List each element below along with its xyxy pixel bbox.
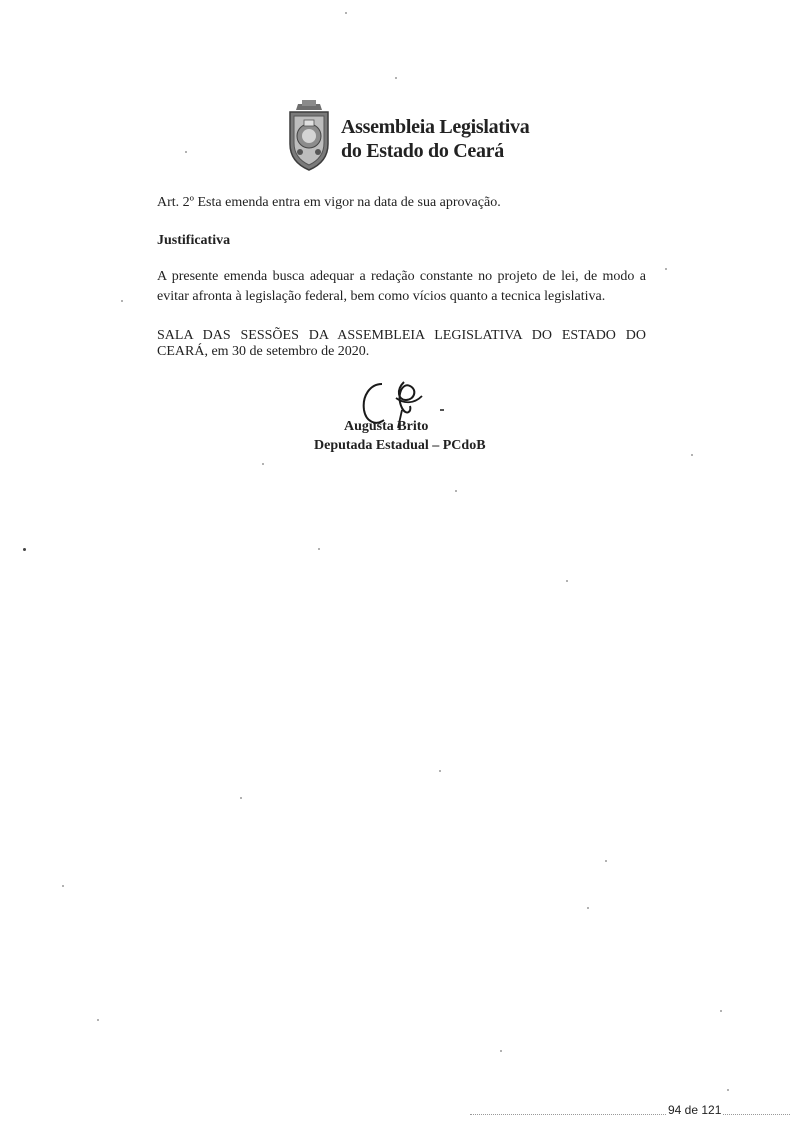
page-number: 94 de 121: [668, 1103, 722, 1117]
signatory-name: Augusta Brito: [344, 419, 429, 434]
org-name-line1: Assembleia Legislativa: [341, 116, 530, 138]
footer-divider: [470, 1114, 790, 1115]
org-name-line2: do Estado do Ceará: [341, 140, 504, 162]
coat-of-arms-icon: [284, 100, 334, 172]
justification-line1: A presente emenda busca adequar a redação constante no projeto de lei, de modo a: [157, 269, 646, 284]
justification-heading: Justificativa: [157, 233, 231, 248]
article-2: Art. 2º Esta emenda entra em vigor na data de sua aprovação.: [157, 195, 501, 210]
signatory-role: Deputada Estadual – PCdoB: [314, 438, 486, 453]
session-line1: SALA DAS SESSÕES DA ASSEMBLEIA LEGISLATIVA DO ESTADO DO: [157, 328, 646, 343]
session-line2: CEARÁ, em 30 de setembro de 2020.: [157, 344, 370, 359]
justification-line2: evitar afronta à legislação federal, bem como vícios quanto a tecnica legislativa.: [157, 289, 606, 304]
